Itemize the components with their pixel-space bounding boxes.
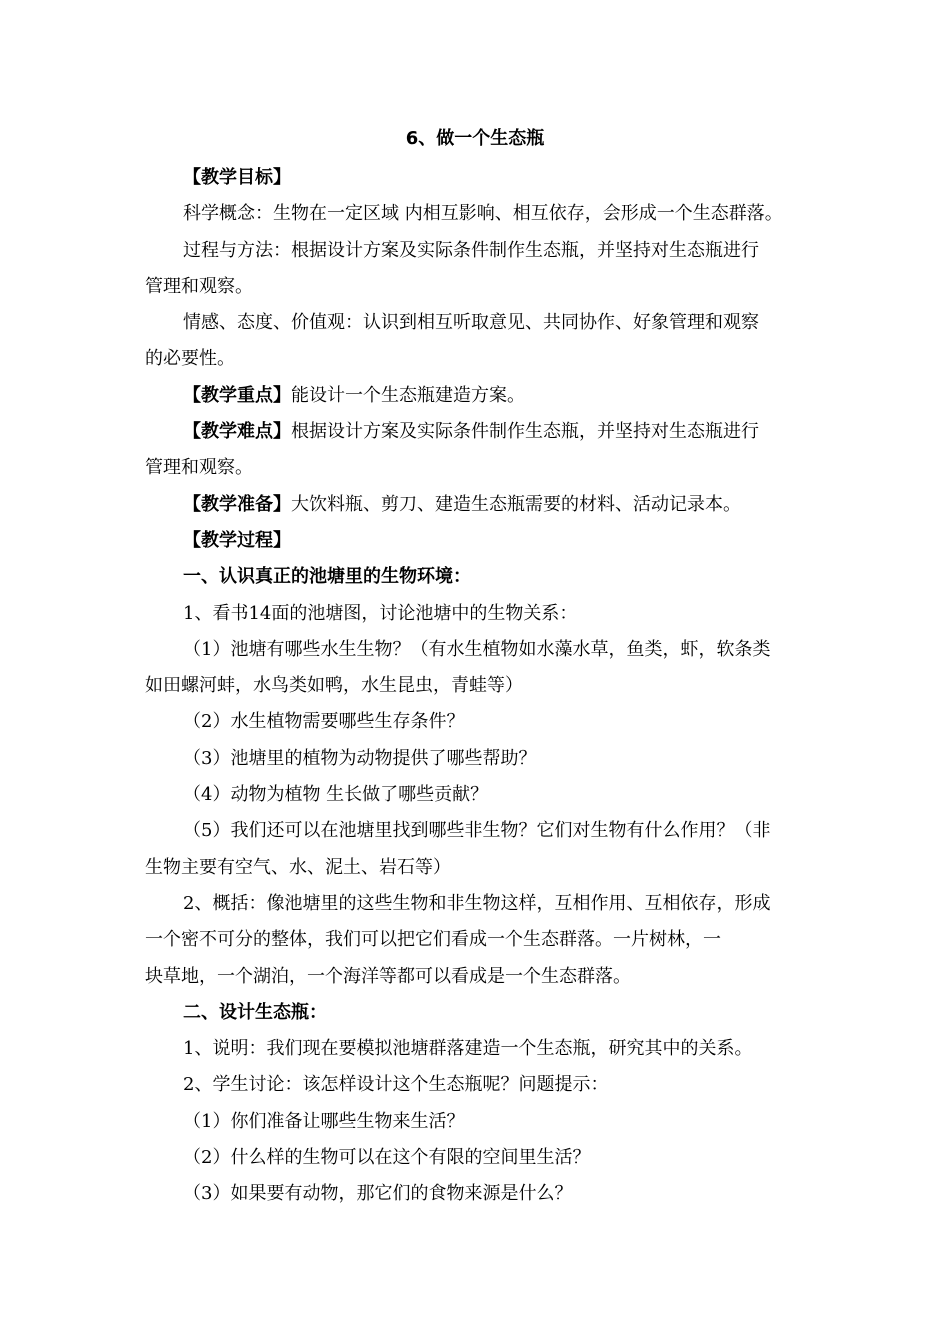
preparation: [145, 487, 815, 523]
section1-item2-line3: 块草地，一个湖泊，一个海洋等都可以看成是一个生态群落。: [145, 965, 631, 987]
objectives-concept: 科学概念：生物在一定区域 内相互影响、相互依存，会形成一个生态群落。: [183, 203, 783, 225]
key-point-label: 【教学重点】: [183, 384, 291, 406]
section2-q3: （3）如果要有动物，那它们的食物来源是什么？: [183, 1183, 573, 1205]
process-heading: 【教学过程】: [183, 529, 291, 551]
section1-q5-line2: 生物主要有空气、水、泥土、岩石等）: [145, 856, 451, 878]
objectives-attitude-line2: 的必要性。: [145, 348, 235, 370]
section2-item1: 1、说明：我们现在要模拟池塘群落建造一个生态瓶，研究其中的关系。: [183, 1038, 753, 1060]
objectives-attitude-line1: 情感、态度、价值观：认识到相互听取意见、共同协作、好象管理和观察: [183, 312, 759, 334]
section1-q3: （3）池塘里的植物为动物提供了哪些帮助？: [183, 747, 537, 769]
section2-heading: 二、设计生态瓶：: [183, 1001, 327, 1023]
section1-heading: 一、认识真正的池塘里的生物环境：: [183, 566, 471, 588]
section1-q1-line2: 如田螺河蚌，水鸟类如鸭，水生昆虫，青蛙等）: [145, 675, 523, 697]
section1-q5-line1: （5）我们还可以在池塘里找到哪些非生物？它们对生物有什么作用？（非: [183, 820, 771, 842]
difficulty-text-line1: 根据设计方案及实际条件制作生态瓶，并坚持对生态瓶进行: [291, 421, 759, 443]
section1-q4: （4）动物为植物 生长做了哪些贡献？: [183, 784, 489, 806]
section1-item2-line2: 一个密不可分的整体，我们可以把它们看成一个生态群落。一片树林，一: [145, 929, 721, 951]
difficulty-label: 【教学难点】: [183, 421, 291, 443]
objectives-heading: 【教学目标】: [183, 167, 291, 188]
section1-q1-line1: （1）池塘有哪些水生生物？（有水生植物如水藻水草，鱼类，虾，软条类: [183, 638, 771, 660]
document-body: [145, 160, 815, 1213]
section1-q2: （2）水生植物需要哪些生存条件？: [183, 711, 465, 733]
key-point-text: 能设计一个生态瓶建造方案。: [291, 384, 525, 406]
section1-item1: 1、看书14面的池塘图，讨论池塘中的生物关系：: [183, 602, 578, 624]
preparation-label: 【教学准备】: [183, 493, 291, 515]
section2-q2: （2）什么样的生物可以在这个有限的空间里生活？: [183, 1147, 591, 1169]
key-point: [145, 378, 815, 414]
objectives-method-line1: 过程与方法：根据设计方案及实际条件制作生态瓶，并坚持对生态瓶进行: [183, 239, 759, 261]
page-title: 6、做一个生态瓶: [405, 128, 545, 149]
section2-item2: 2、学生讨论：该怎样设计这个生态瓶呢？问题提示：: [183, 1074, 609, 1096]
preparation-text: 大饮料瓶、剪刀、建造生态瓶需要的材料、活动记录本。: [291, 493, 741, 515]
section2-q1: （1）你们准备让哪些生物来生活？: [183, 1110, 465, 1132]
section1-item2-line1: 2、概括：像池塘里的这些生物和非生物这样，互相作用、互相依存，形成: [183, 892, 771, 914]
objectives-method-line2: 管理和观察。: [145, 275, 253, 297]
difficulty: [145, 414, 815, 450]
difficulty-text-line2: 管理和观察。: [145, 457, 253, 479]
